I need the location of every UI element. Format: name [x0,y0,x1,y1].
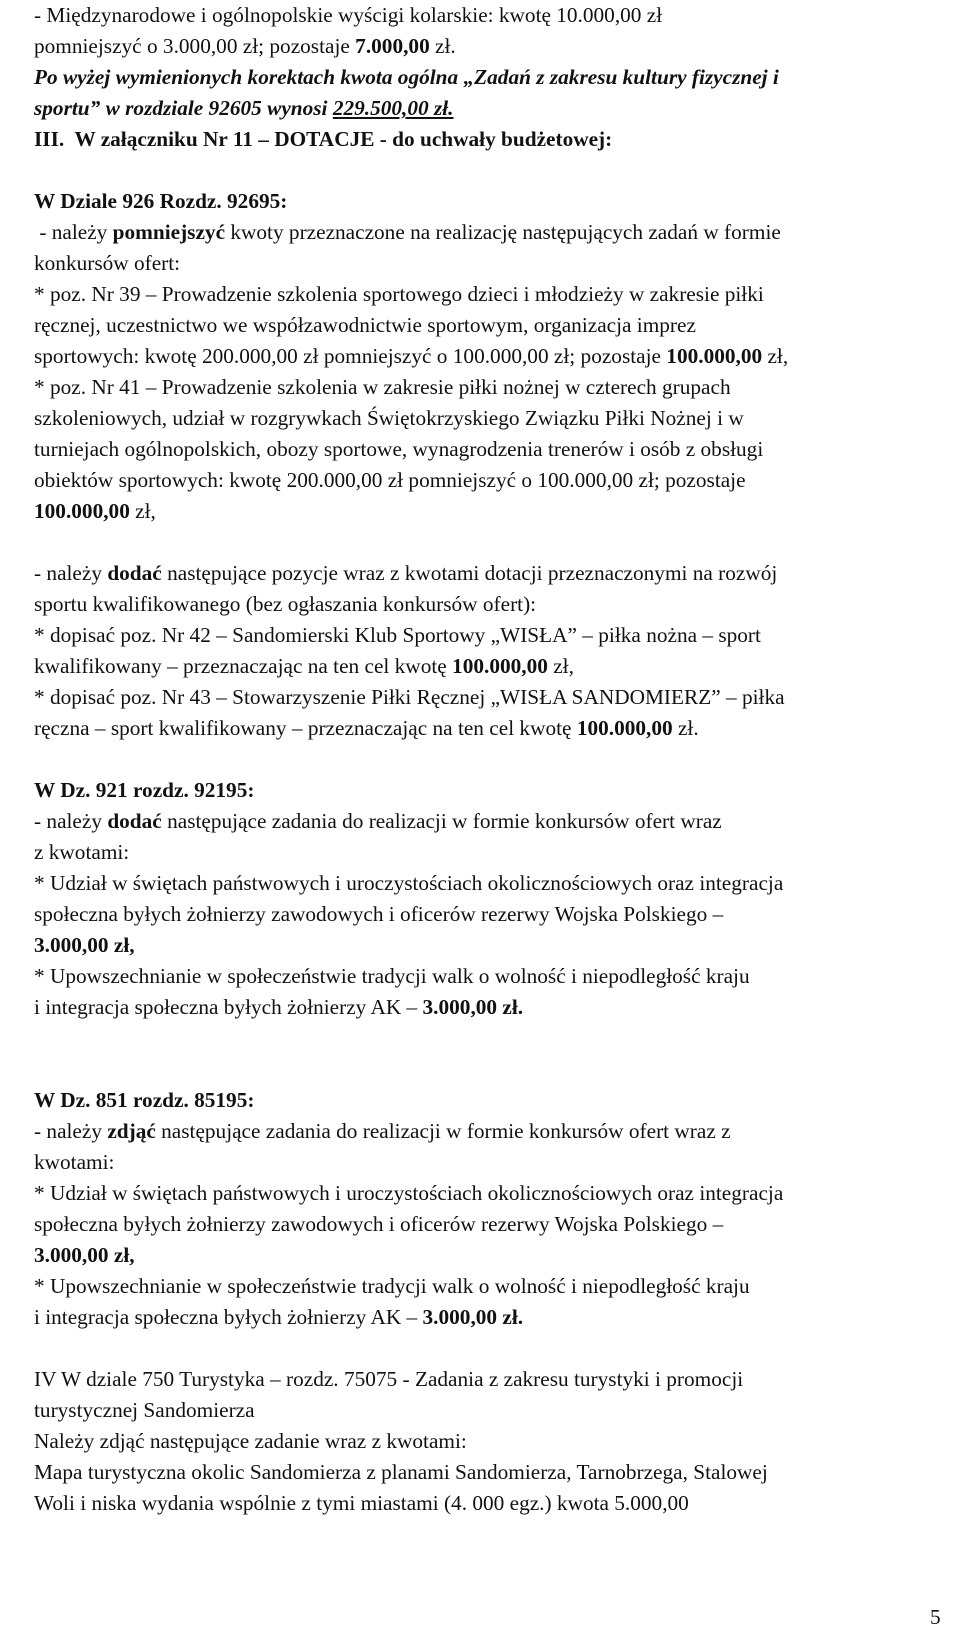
dz851-item-1-line-1: * Udział w świętach państwowych i uroczystościach okolicznościowych oraz integracja [34,1181,784,1205]
dz921-line-2: z kwotami: [34,840,130,864]
emphasis: dodać [107,809,162,833]
text: - należy [34,220,113,244]
text: i integracja społeczna byłych żołnierzy AK – [34,1305,423,1329]
section-4-line-1: IV W dziale 750 Turystyka – rozdz. 75075 - Zadania z zakresu turystyki i promocji [34,1367,744,1391]
dz926-intro-line-2: konkursów ofert: [34,251,181,275]
section-3-heading [34,124,958,155]
dz926-heading [34,186,958,217]
amount: 3.000,00 zł. [422,1305,524,1329]
text: W Dziale 926 [34,189,160,213]
item-41-line-4: obiektów sportowych: kwotę 200.000,00 zł pomniejszyć o 100.000,00 zł; pozostaje [34,468,746,492]
summary-line-2 [34,93,958,124]
amount: 100.000,00 [576,716,673,740]
section-title: W załączniku Nr 11 – DOTACJE - do uchwały budżetowej: [74,127,613,151]
dz851-item-1-amount: 3.000,00 zł, [34,1243,135,1267]
section-4-line-2: turystycznej Sandomierza [34,1398,255,1422]
text: pomniejszyć o 3.000,00 zł; pozostaje [34,34,356,58]
amount: 3.000,00 zł. [422,995,524,1019]
text: ręczna – sport kwalifikowany – przeznaczając na ten cel kwotę [34,716,577,740]
section-number: III. [34,127,65,151]
text: i integracja społeczna byłych żołnierzy AK – [34,995,423,1019]
text: zł, [129,499,156,523]
item-42-line-1: * dopisać poz. Nr 42 – Sandomierski Klub Sportowy „WISŁA” – piłka nożna – sport [34,623,761,647]
dz851-line-2: kwotami: [34,1150,115,1174]
dz921-item-1-amount: 3.000,00 zł, [34,933,135,957]
cycling-line-2 [34,31,958,62]
cycling-line-1: - Międzynarodowe i ogólnopolskie wyścigi kolarskie: kwotę 10.000,00 zł [34,3,663,27]
dz851-item-2-line-1: * Upowszechnianie w społeczeństwie tradycji walk o wolność i niepodległość kraju [34,1274,750,1298]
add-intro-line-1 [34,558,958,589]
amount: 100.000,00 [452,654,548,678]
text: Rozdz. 92695: [159,189,288,213]
total-amount: 229.500,00 zł. [332,96,454,120]
text: - należy [34,561,108,585]
text: zł. [672,716,699,740]
section-4-line-5: Woli i niska wydania wspólnie z tymi miastami (4. 000 egz.) kwota 5.000,00 [34,1491,689,1515]
text: zł, [547,654,574,678]
dz851-line-1 [34,1116,958,1147]
emphasis: pomniejszyć [112,220,226,244]
dz926-intro-line-1 [34,217,958,248]
dz851-heading: W Dz. 851 rozdz. 85195: [34,1088,255,1112]
section-4-line-3: Należy zdjąć następujące zadanie wraz z kwotami: [34,1429,467,1453]
item-41-line-2: szkoleniowych, udział w rozgrywkach Świętokrzyskiego Związku Piłki Nożnej i w [34,406,744,430]
amount: 100.000,00 [34,499,130,523]
amount: 100.000,00 [666,344,763,368]
text: - należy [34,1119,108,1143]
text: zł. [429,34,456,58]
summary-line-1: Po wyżej wymienionych korektach kwota ogólna „Zadań z zakresu kultury fizycznej i [34,65,779,89]
item-41-line-1: * poz. Nr 41 – Prowadzenie szkolenia w zakresie piłki nożnej w czterech grupach [34,375,731,399]
item-43-line-2 [34,713,958,744]
dz921-item-2-line-1: * Upowszechnianie w społeczeństwie tradycji walk o wolność i niepodległość kraju [34,964,750,988]
item-42-line-2 [34,651,958,682]
text: zł, [762,344,789,368]
document-page [34,0,958,1519]
amount: 7.000,00 [355,34,430,58]
item-41-line-5 [34,496,958,527]
text: - należy [34,809,108,833]
text: sportu” w rozdziale 92605 wynosi [34,96,333,120]
dz921-item-1-line-2: społeczna byłych żołnierzy zawodowych i oficerów rezerwy Wojska Polskiego – [34,902,724,926]
dz921-heading: W Dz. 921 rozdz. 92195: [34,778,255,802]
text: następujące zadania do realizacji w formie konkursów ofert wraz z [155,1119,731,1143]
item-41-line-3: turniejach ogólnopolskich, obozy sportowe, wynagrodzenia trenerów i osób z obsługi [34,437,764,461]
text: kwalifikowany – przeznaczając na ten cel kwotę [34,654,453,678]
dz851-item-2-line-2 [34,1302,958,1333]
dz921-item-2-line-2 [34,992,958,1023]
emphasis: zdjąć [107,1119,156,1143]
text: sportowych: kwotę 200.000,00 zł pomniejszyć o 100.000,00 zł; pozostaje [34,344,667,368]
page-number: 5 [930,1605,941,1629]
emphasis: dodać [107,561,162,585]
text: następujące zadania do realizacji w formie konkursów ofert wraz [161,809,722,833]
item-39-line-3 [34,341,958,372]
text: kwoty przeznaczone na realizację następujących zadań w formie [225,220,781,244]
section-4-line-4: Mapa turystyczna okolic Sandomierza z planami Sandomierza, Tarnobrzega, Stalowej [34,1460,768,1484]
dz921-item-1-line-1: * Udział w świętach państwowych i uroczystościach okolicznościowych oraz integracja [34,871,784,895]
item-39-line-2: ręcznej, uczestnictwo we współzawodnictwie sportowym, organizacja imprez [34,313,696,337]
add-intro-line-2: sportu kwalifikowanego (bez ogłaszania konkursów ofert): [34,592,537,616]
text: następujące pozycje wraz z kwotami dotacji przeznaczonymi na rozwój [161,561,778,585]
dz921-line-1 [34,806,958,837]
item-43-line-1: * dopisać poz. Nr 43 – Stowarzyszenie Piłki Ręcznej „WISŁA SANDOMIERZ” – piłka [34,685,785,709]
dz851-item-1-line-2: społeczna byłych żołnierzy zawodowych i oficerów rezerwy Wojska Polskiego – [34,1212,724,1236]
item-39-line-1: * poz. Nr 39 – Prowadzenie szkolenia sportowego dzieci i młodzieży w zakresie piłki [34,282,764,306]
